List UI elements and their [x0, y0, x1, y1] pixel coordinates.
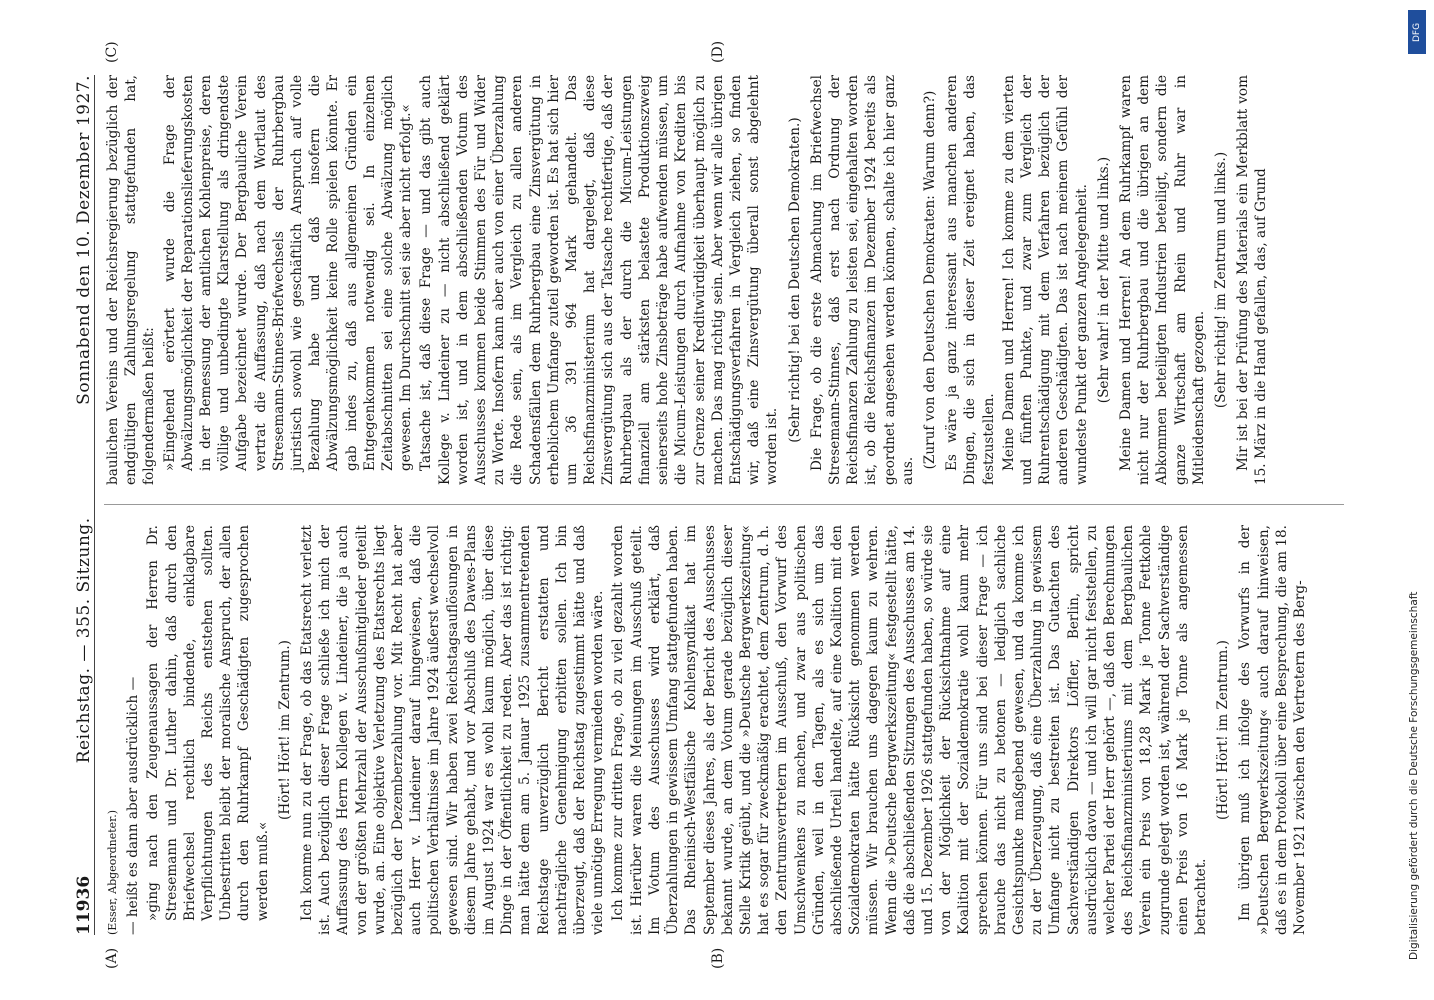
paragraph: Ich komme zur dritten Frage, ob zu viel gezahlt worden ist. Hierüber waren die Meinungen im Ausschuß geteilt. Im Votum des Ausschusses wird erklärt, daß Überzahlungen in gewissem Umfang stattgefunden haben. Das Rheinisch-Westfälische Kohlensyndikat hat im September dieses Jahres, als der Bericht des Ausschusses bekannt wurde, an dem Votum gerade bezüglich dieser Stelle Kritik geübt, und die »Deutsche Bergwerkszeitung« hat es sogar für zweckmäßig erachtet, dem Zentrum, d. h. den Zentrumsvertretern im Ausschuß, den Vorwurf des Umschwenkens zu machen, und zwar aus politischen Gründen, weil in den Tagen, als es sich um das abschließende Urteil handelte, auf eine Koalition mit den Sozialdemokraten hätte Rücksicht genommen werden müssen. Wir brauchen uns dagegen kaum zu wehren. Wenn die »Deutsche Bergwerkszeitung« festgestellt hätte, daß die abschließenden Sitzungen des Ausschusses am 14. und 15. Dezember 1926 stattgefunden haben, so würde sie von der Möglichkeit der Rücksichtnahme auf eine Koalition mit der Sozialdemokratie wohl kaum mehr sprechen können. Für uns sind bei dieser Frage — ich brauche das nicht zu betonen — lediglich sachliche Gesichtspunkte maßgebend gewesen, und da komme ich zu der Überzeugung, daß eine Überzahlung in gewissem Umfange nicht zu bestreiten ist. Das Gutachten des Sachverständigen Direktors Löffler, Berlin, spricht ausdrücklich davon — und ich will gar nicht feststellen, zu welcher Partei der Herr gehört —, daß den Berechnungen des Reichsfinanzministeriums mit dem Bergbaulichen Verein ein Preis von 18,28 Mark je Tonne Fettkohle zugrunde gelegt worden ist, während der Sachverständige einen Preis von 16 Mark je Tonne als angemessen betrachtet.	[610, 525, 1209, 935]
interjection: (Sehr richtig! im Zentrum und links.)	[1212, 151, 1229, 409]
paragraph: Ich komme nun zu der Frage, ob das Etatsrecht verletzt ist. Auch bezüglich dieser Frage schließe ich mich der Auffassung des Herrn Kollegen v. Lindeiner, die ja auch von der größten Mehrzahl der Ausschußmitglieder geteilt wurde, an. Eine objektive Verletzung des Etatsrechts liegt bezüglich der Dezemberzahlung vor. Mit Recht hat aber auch Herr v. Lindeiner darauf hingewiesen, daß die politischen Verhältnisse im Jahre 1924 äußerst wechselvoll gewesen sind. Wir haben zwei Reichstagsauflösungen in diesem Jahre gehabt, und vor Abschluß des Dawes-Plans im August 1924 war es wohl kaum möglich, über diese Dinge in der Öffentlichkeit zu reden. Aber das ist richtig: man hätte dem am 5. Januar 1925 zusammentretenden Reichstage unverzüglich Bericht erstatten und nachträgliche Genehmigung erbitten sollen. Ich bin überzeugt, daß der Reichstag zugestimmt hätte und daß viele unnötige Erregung vermieden worden wäre.	[299, 525, 607, 935]
session-title: Reichstag. — 355. Sitzung.	[74, 517, 94, 764]
rotated-page-content	[60, 40, 1390, 969]
paragraph: Im übrigen muß ich infolge des Vorwurfs in der »Deutschen Bergwerkszeitung« auch darauf hinweisen, daß es in dem Protokoll über eine Besprechung, die am 18. November 1921 zwischen den Vertretern des Berg-	[1237, 525, 1308, 935]
page-header	[60, 75, 95, 935]
paragraph: Meine Damen und Herren! Ich komme zu dem vierten und fünften Punkte, und zwar zum Vergleich der Ruhrentschädigung mit dem Verfahren bezüglich der anderen Geschädigten. Das ist nach meinem Gefühl der wundeste Punkt der ganzen Angelegenheit.	[1000, 75, 1090, 485]
paragraph: Es wäre ja ganz interessant aus manchen anderen Dingen, die sich in dieser Zeit ereignet haben, das festzustellen.	[944, 75, 997, 485]
quotation: »Eingehend erörtert wurde die Frage der Abwälzungsmöglichkeit der Reparationslieferungskosten in der Bemessung der amtlichen Kohlenpreise, deren völlige und unbedingte Klarstellung als dringendste Aufgabe bezeichnet wurde. Der Bergbauliche Verein vertrat die Auffassung, daß nach dem Wortlaut des Stresemann-Stinnes-Briefwechsels der Ruhrbergbau juristisch sowohl wie geschäftlich Anspruch auf volle Bezahlung habe und daß insofern die Abwälzungsmöglichkeit keine Rolle spielen könnte. Er gab indes zu, daß aus allgemeinen Gründen ein Entgegenkommen notwendig sei. In einzelnen Zeitabschnitten sei eine solche Abwälzung möglich gewesen. Im Durchschnitt sei sie aber nicht erfolgt.«	[161, 75, 415, 471]
paragraph: baulichen Vereins und der Reichsregierung bezüglich der endgültigen Zahlungsregelung stattgefunden hat, folgendermaßen heißt:	[105, 75, 158, 485]
left-column	[104, 525, 1354, 935]
margin-mark-b: (B)	[710, 947, 726, 969]
margin-mark-c: (C)	[104, 41, 120, 63]
quotation: »ging nach den Zeugenaussagen der Herren Dr. Stresemann und Dr. Luther dahin, daß durch den Briefwechsel rechtlich bindende, einklagbare Verpflichtungen des Reichs entstehen sollten. Unbestritten bleibt der moralische Anspruch, der allen durch den Ruhrkampf Geschädigten zugesprochen werden muß.«	[145, 525, 271, 921]
margin-mark-d: (D)	[710, 40, 726, 63]
interjection: (Sehr richtig! bei den Deutschen Demokraten.)	[786, 117, 803, 443]
paragraph: Mir ist bei der Prüfung des Materials ein Merkblatt vom 15. März in die Hand gefallen, das, auf Grund	[1235, 75, 1270, 485]
interjection: (Sehr wahr! in der Mitte und links.)	[1095, 156, 1112, 404]
page-number: 11936	[74, 875, 94, 935]
paragraph: Die Frage, ob die erste Abmachung im Briefwechsel Stresemann-Stinnes, daß erst nach Ordnung der Reichsfinanzen Zahlung zu leisten sei, eingehalten worden ist, ob die Reichsfinanzen im Dezember 1924 bereits als geordnet angesehen werden können, schalte ich hier ganz aus.	[808, 75, 916, 485]
paragraph: Meine Damen und Herren! An dem Ruhrkampf waren nicht nur der Ruhrbergbau und die übrigen an dem Abkommen beteiligten Industrien beteiligt, sondern die ganze Wirtschaft am Rhein und Ruhr war in Mitleidenschaft gezogen.	[1117, 75, 1207, 485]
digitization-credit: Digitalisierung gefördert durch die Deutsche Forschungsgemeinschaft	[1408, 591, 1420, 960]
margin-mark-a: (A)	[104, 947, 120, 969]
column-divider	[104, 504, 1344, 505]
session-date: Sonnabend den 10. Dezember 1927.	[74, 75, 94, 405]
interjection: (Hört! Hört! im Zentrum.)	[1215, 640, 1232, 820]
paragraph: — heißt es dann aber ausdrücklich —	[125, 676, 142, 935]
interjection: (Zuruf von den Deutschen Demokraten: Warum denn?)	[921, 90, 938, 470]
interjection: (Hört! Hört! im Zentrum.)	[276, 640, 293, 820]
paragraph: Tatsache ist, daß diese Frage — und das gibt auch Kollege v. Lindeiner zu — nicht abschließend geklärt worden ist, und in dem abschließenden Votum des Ausschusses kommen beide Stimmen des Für und Wider zu Worte. Insofern kann aber auch von einer Überzahlung die Rede sein, als im Vergleich zu allen anderen Schadensfällen dem Ruhrbergbau eine Zinsvergütung in erheblichem Umfange zuteil geworden ist. Es hat sich hier um 36 391 964 Mark gehandelt. Das Reichsfinanzministerium hat dargelegt, daß diese Zinsvergütung sich aus der Tatsache rechtfertige, daß der Ruhrbergbau als der durch die Micum-Leistungen finanziell am stärksten belastete Produktionszweig seinerseits hohe Zinsbeträge habe aufwenden müssen, um die Micum-Leistungen durch Aufnahme von Krediten bis zur Grenze seiner Kreditwürdigkeit überhaupt möglich zu machen. Das mag richtig sein. Aber wenn wir alle übrigen Entschädigungsverfahren in Vergleich ziehen, so finden wir, daß eine Zinsvergütung überall sonst abgelehnt worden ist.	[418, 75, 781, 485]
right-column	[104, 75, 1354, 485]
dfg-logo: DFG	[1408, 10, 1426, 54]
speaker-label: (Esser, Abgeordneter.)	[106, 810, 119, 935]
digitization-sidebar	[1406, 10, 1428, 990]
